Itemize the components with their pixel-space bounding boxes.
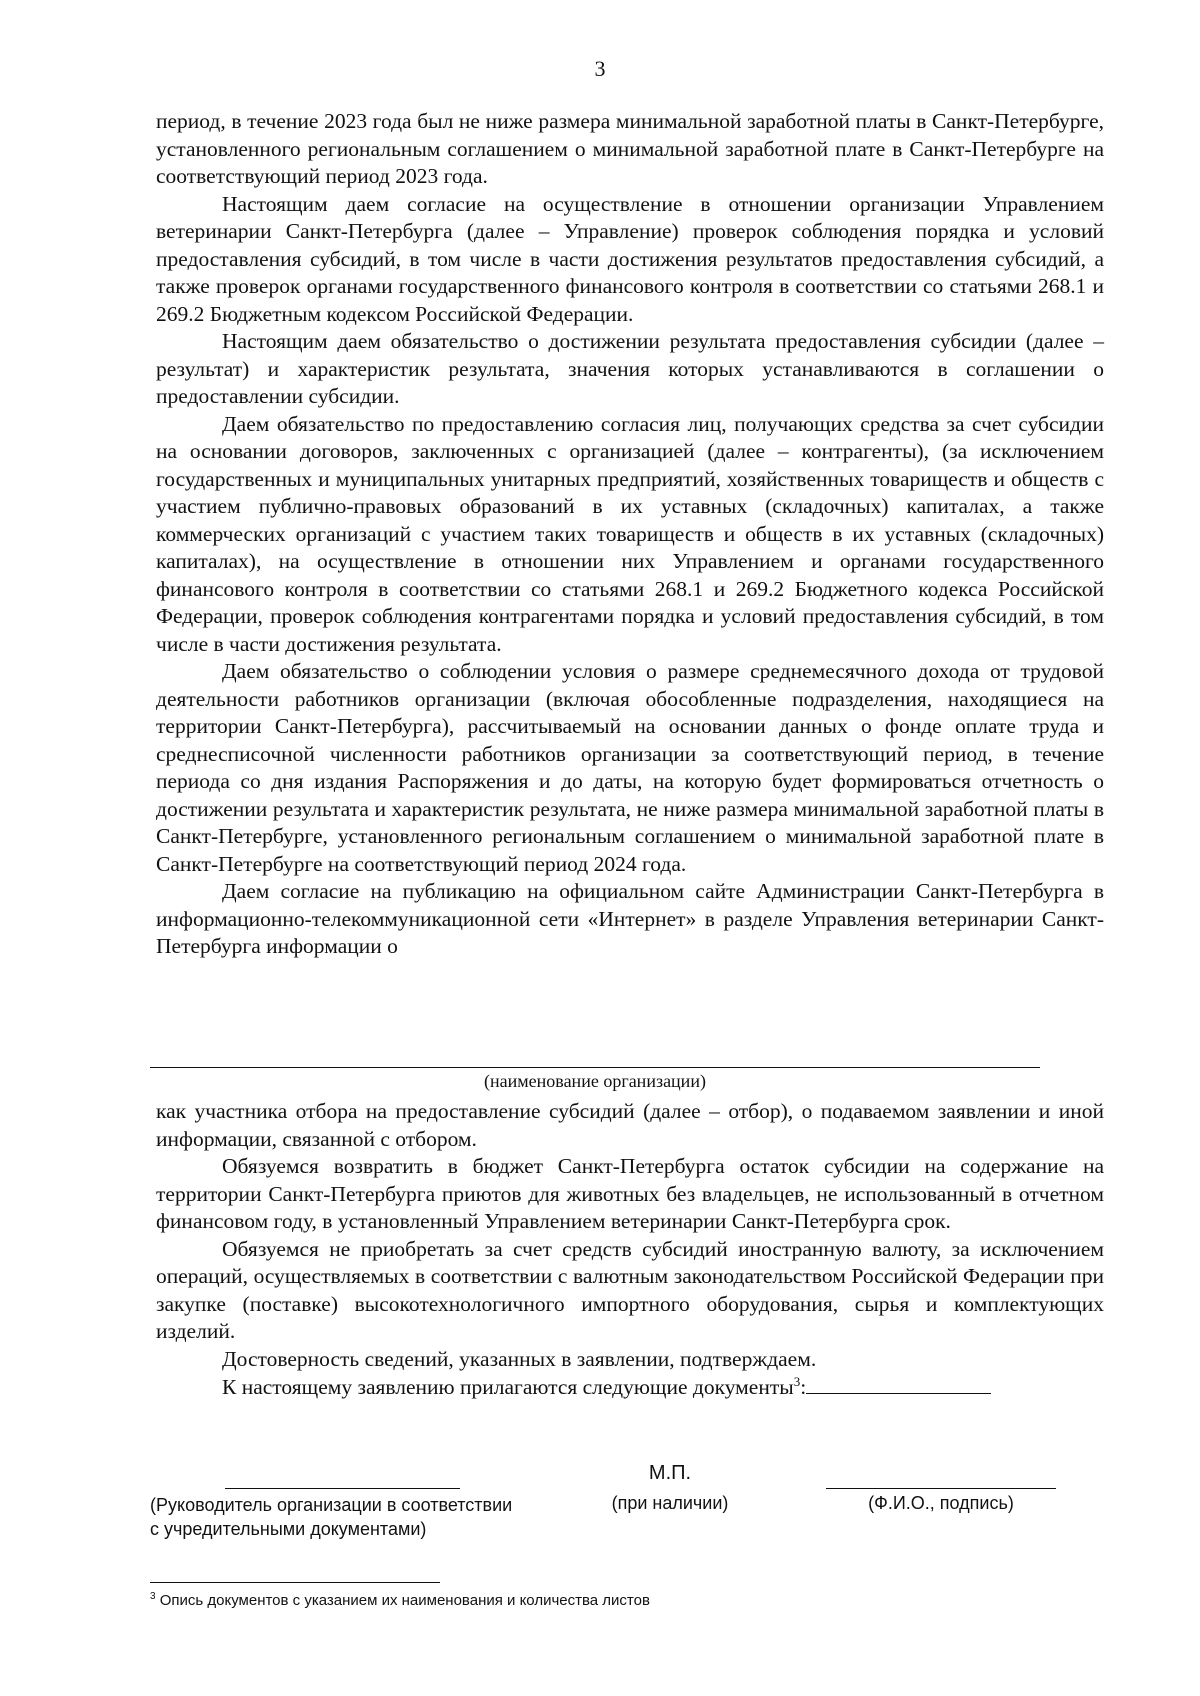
attachments-text: К настоящему заявлению прилагаются следующие документы [222,1375,794,1399]
paragraph-consent-inspections: Настоящим даем согласие на осуществление в отношении организации Управлением ветеринарии Санкт-Петербурга (далее – Управление) проверок соблюдения порядка и условий предоставления субсидий, в том числе в части достижения результатов предоставления субсидий, а также проверок органами государственного финансового контроля в соответствии со статьями 268.1 и 269.2 Бюджетным кодексом Российской Федерации. [156,191,1104,326]
attachments-colon: : [800,1375,807,1399]
paragraph-currency-obligation: Обязуемся не приобретать за счет средств субсидий иностранную валюту, за исключением операций, осуществляемых в соответствии с валютным законодательством Российской Федерации при закупке (поставке) высокотехнологичного импортного оборудования, сырья и комплектующих изделий. [156,1236,1104,1343]
paragraph-income-condition: Даем обязательство о соблюдении условия о размере среднемесячного дохода от трудовой деятельности работников организации (включая обособленные подразделения, находящиеся на территории Санкт-Петербурга), рассчитываемый на основании данных о фонде оплате труда и среднесписочной численности работников организации за соответствующий период, в течение периода со дня издания Распоряжения и до даты, на которую будет формироваться отчетность о достижении результата и характеристик результата, не ниже размера минимальной заработной платы в Санкт-Петербурге, установленного региональным соглашением о минимальной заработной плате в Санкт-Петербурге на соответствующий период 2024 года. [156,659,1104,876]
head-caption-line-2: с учредительными документами) [150,1519,427,1539]
paragraph-result-obligation: Настоящим даем обязательство о достижении результата предоставления субсидии (далее – результат) и характеристик результата, значения которых устанавливаются в соглашении о предоставлении субсидии. [156,329,1104,408]
paragraph-continuation: период, в течение 2023 года был не ниже размера минимальной заработной платы в Санкт-Петербурге, установленного региональным соглашением о минимальной заработной плате в Санкт-Петербурге на соответствующий период 2023 года. [156,109,1104,188]
paragraph-counterparties-consent: Даем обязательство по предоставлению согласия лиц, получающих средства за счет субсидии на основании договоров, заключенных с организацией (далее – контрагенты), (за исключением государственных и муниципальных унитарных предприятий, хозяйственных товариществ и обществ с участием публично-правовых образований в их уставных (складочных) капиталах, а также коммерческих организаций с участием таких товариществ и обществ в их уставных (складочных) капиталах), на осуществление в отношении них Управлением и органами государственного финансового контроля в соответствии со статьями 268.1 и 269.2 Бюджетного кодекса Российской Федерации, проверок соблюдения контрагентами порядка и условий предоставления субсидий, в том числе в части достижения результата. [156,411,1104,656]
org-name-caption: (наименование организации) [484,1071,706,1091]
footnote-separator [150,1582,440,1583]
footnote-text: Опись документов с указанием их наименования и количества листов [159,1592,650,1609]
paragraph-accuracy-confirmation: Достоверность сведений, указанных в заявлении, подтверждаем. [222,1346,817,1371]
name-signature-caption: (Ф.И.О., подпись) [868,1493,1014,1513]
document-body-bottom [156,1098,1104,1402]
paragraph-return-obligation: Обязуемся возвратить в бюджет Санкт-Петербурга остаток субсидии на содержание на территории Санкт-Петербурга приютов для животных без владельцев, не использованный в отчетном финансовом году, в установленный Управлением ветеринарии Санкт-Петербурга срок. [156,1154,1104,1233]
head-signature-line [225,1488,460,1489]
footnote-reference: 3 [793,1373,801,1389]
seal-caption: (при наличии) [611,1493,729,1513]
head-signature-caption [150,1493,550,1541]
name-signature-line [826,1488,1056,1489]
paragraph-attachments [156,1373,1104,1402]
footnote [150,1592,1050,1609]
seal-placeholder-label: М.П. [648,1462,692,1484]
paragraph-publication-consent: Даем согласие на публикацию на официальном сайте Администрации Санкт-Петербурга в информационно-телекоммуникационной сети «Интернет» в разделе Управления ветеринарии Санкт-Петербурга информации о [156,879,1104,958]
org-name-blank-line [150,1067,1040,1068]
footnote-number: 3 [150,1591,156,1602]
head-caption-line-1: (Руководитель организации в соответствии [150,1495,513,1515]
document-body-top [156,108,1104,961]
paragraph-selection-participant: как участника отбора на предоставление субсидий (далее – отбор), о подаваемом заявлении и иной информации, связанной с отбором. [156,1099,1104,1151]
page-number: 3 [594,56,606,81]
attachments-blank-line [806,1373,991,1394]
